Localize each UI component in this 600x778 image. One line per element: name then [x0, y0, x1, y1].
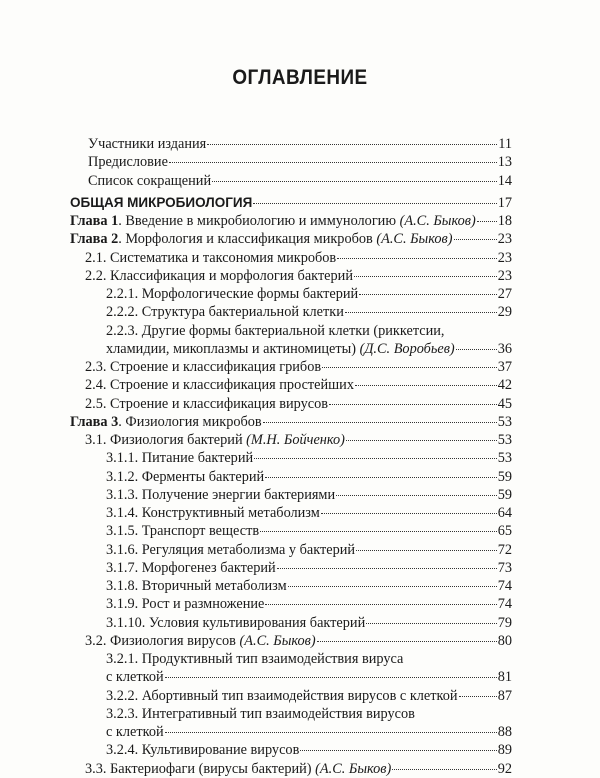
entry-text: 3.1.5. Транспорт веществ	[106, 523, 260, 540]
entry-text-line2: с клеткой	[106, 669, 164, 686]
page-number: 29	[497, 304, 512, 321]
chapter-title: . Морфология и классификация микробов	[118, 231, 373, 248]
entry-text: 3.1.10. Условия культивирования бактерий	[106, 614, 366, 631]
leader-dots	[277, 568, 497, 569]
chapter-title: . Введение в микробиологию и иммунологию	[118, 213, 397, 229]
toc-entry-preface[interactable]	[70, 153, 512, 171]
entry-text	[85, 632, 316, 650]
toc-entry-3-2-1-line1[interactable]: 3.2.1. Продуктивный тип взаимодействия вируса	[106, 651, 404, 667]
toc-chapter-3[interactable]	[70, 413, 512, 431]
chapter-label: Глава 1	[70, 213, 119, 229]
toc-entry-2-4[interactable]	[70, 376, 512, 394]
toc-entry-contributors[interactable]	[70, 135, 512, 153]
entry-text: 3.1.9. Рост и размножение	[106, 596, 265, 613]
page-number: 59	[497, 486, 512, 503]
page-number: 13	[497, 154, 512, 171]
entry-text-line2: с клеткой	[106, 724, 164, 740]
page-number: 59	[497, 468, 512, 485]
toc-entry-3-2-2[interactable]	[70, 687, 512, 705]
entry-text: 3.1.7. Морфогенез бактерий	[106, 559, 276, 576]
entry-text: 3.2.2. Абортивный тип взаимодействия вирусов с клеткой	[106, 687, 458, 704]
entry-text: 2.2. Классификация и морфология бактерий	[85, 267, 353, 284]
entry-title: 3.2. Физиология вирусов	[85, 632, 236, 649]
entry-text: 2.4. Строение и классификация простейших	[85, 377, 354, 394]
entry-text	[85, 431, 345, 449]
toc-chapter-1[interactable]	[70, 212, 512, 230]
entry-text: 3.2.4. Культивирование вирусов	[106, 742, 300, 759]
leader-dots	[300, 750, 496, 751]
leader-dots	[322, 367, 497, 368]
toc-entry-abbreviations[interactable]	[70, 172, 512, 190]
entry-author: (Д.С. Воробьев)	[359, 340, 455, 357]
toc-section-general-microbiology[interactable]	[70, 194, 512, 212]
table-of-contents	[70, 135, 512, 778]
leader-dots	[254, 458, 497, 459]
entry-text	[106, 340, 455, 358]
entry-text	[70, 212, 476, 230]
leader-dots	[260, 531, 497, 532]
toc-entry-2-2-2[interactable]	[70, 303, 512, 321]
leader-dots	[454, 239, 497, 240]
leader-dots	[477, 221, 497, 222]
leader-dots	[459, 696, 497, 697]
toc-entry-3-1-2[interactable]	[70, 468, 512, 486]
page-number: 80	[497, 632, 512, 649]
toc-chapter-2[interactable]	[70, 230, 512, 248]
toc-entry-3-1-1[interactable]	[70, 449, 512, 467]
toc-entry-2-1[interactable]	[70, 249, 512, 267]
page-number: 53	[497, 413, 512, 430]
leader-dots	[288, 586, 497, 587]
leader-dots	[456, 349, 497, 350]
page-number: 27	[497, 286, 512, 302]
toc-entry-3-1-6[interactable]	[70, 541, 512, 559]
entry-text: 3.1.3. Получение энергии бактериями	[106, 486, 336, 503]
toc-entry-3-2-4[interactable]	[70, 741, 512, 759]
toc-entry-2-3[interactable]	[70, 358, 512, 376]
leader-dots	[337, 258, 497, 259]
entry-text: 2.2.2. Структура бактериальной клетки	[106, 304, 344, 321]
chapter-author: (А.С. Быков)	[376, 231, 453, 248]
leader-dots	[321, 513, 497, 514]
toc-entry-3-1[interactable]	[70, 431, 512, 449]
toc-entry-2-2-3[interactable]	[70, 340, 512, 358]
entry-text: 2.2.1. Морфологические формы бактерий	[106, 286, 359, 302]
entry-text	[70, 413, 262, 431]
page-number: 65	[497, 523, 512, 540]
toc-entry-3-2-3[interactable]	[70, 723, 512, 741]
page-number: 74	[497, 578, 512, 594]
entry-text: 3.1.8. Вторичный метаболизм	[106, 578, 287, 594]
toc-entry-2-2-1[interactable]	[70, 285, 512, 303]
page-number: 37	[497, 359, 512, 375]
chapter-label: Глава 3	[70, 413, 119, 430]
toc-entry-3-1-9[interactable]	[70, 595, 512, 613]
entry-title: 3.3. Бактериофаги (вирусы бактерий)	[85, 760, 312, 777]
page-number: 11	[498, 136, 512, 152]
toc-entry-2-2-3-line1[interactable]: 2.2.3. Другие формы бактериальной клетки (риккетсии,	[106, 322, 445, 339]
leader-dots	[212, 181, 497, 182]
chapter-author: (А.С. Быков)	[399, 213, 476, 229]
entry-text: 3.1.6. Регуляция метаболизма у бактерий	[106, 541, 356, 558]
page-number: 17	[497, 194, 512, 211]
leader-dots	[355, 385, 497, 386]
entry-text: Список сокращений	[88, 172, 212, 189]
page-number: 64	[497, 505, 512, 521]
entry-text	[85, 760, 391, 778]
leader-dots	[169, 162, 497, 163]
page-number: 42	[497, 377, 512, 394]
chapter-label: Глава 2	[70, 231, 119, 248]
leader-dots	[359, 294, 497, 295]
chapter-title: . Физиология микробов	[118, 413, 262, 430]
entry-text: 2.1. Систематика и таксономия микробов	[85, 249, 337, 266]
entry-text: Участники издания	[88, 136, 207, 152]
toc-entry-3-1-3[interactable]	[70, 486, 512, 504]
page-number: 14	[497, 172, 512, 189]
leader-dots	[356, 550, 497, 551]
page-number: 73	[497, 559, 512, 576]
entry-text: 3.1.1. Питание бактерий	[106, 450, 254, 467]
leader-dots	[165, 677, 497, 678]
page-number: 81	[497, 669, 512, 686]
page-number: 23	[497, 231, 512, 248]
toc-entry-3-1-8[interactable]	[70, 577, 512, 595]
leader-dots	[317, 641, 497, 642]
section-title: ОБЩАЯ МИКРОБИОЛОГИЯ	[70, 194, 253, 210]
toc-entry-3-1-10[interactable]	[70, 614, 512, 632]
page-number: 92	[497, 760, 512, 777]
toc-entry-3-2-3-line1[interactable]: 3.2.3. Интегративный тип взаимодействия вирусов	[106, 705, 415, 722]
toc-entry-3-1-4[interactable]	[70, 504, 512, 522]
leader-dots	[346, 440, 497, 441]
toc-entry-2-5[interactable]	[70, 395, 512, 413]
page-title: ОГЛАВЛЕНИЕ	[232, 66, 368, 89]
toc-entry-3-1-5[interactable]	[70, 522, 512, 540]
leader-dots	[265, 477, 496, 478]
page-number: 72	[497, 541, 512, 558]
entry-author: (А.С. Быков)	[315, 760, 392, 777]
leader-dots	[165, 732, 497, 733]
page-number: 23	[497, 249, 512, 266]
page-number: 89	[497, 742, 512, 759]
page-number: 53	[497, 432, 512, 448]
entry-text: 2.3. Строение и классификация грибов	[85, 359, 322, 375]
entry-text: 3.1.2. Ферменты бактерий	[106, 468, 265, 485]
entry-text: Предисловие	[88, 154, 168, 171]
leader-dots	[366, 623, 496, 624]
entry-title: 3.1. Физиология бактерий	[85, 432, 243, 448]
page-number: 74	[497, 596, 512, 613]
page-number: 36	[497, 340, 512, 357]
entry-text	[70, 230, 453, 248]
page-number: 23	[497, 267, 512, 284]
entry-text: 2.5. Строение и классификация вирусов	[85, 395, 329, 412]
toc-entry-3-2-1[interactable]	[70, 668, 512, 686]
toc-entry-3-1-7[interactable]	[70, 559, 512, 577]
page-number: 88	[497, 724, 512, 740]
entry-text: 3.1.4. Конструктивный метаболизм	[106, 505, 320, 521]
toc-entry-3-2[interactable]	[70, 632, 512, 650]
entry-author: (А.С. Быков)	[239, 632, 316, 649]
toc-entry-2-2[interactable]	[70, 267, 512, 285]
leader-dots	[392, 769, 496, 770]
page-number: 87	[497, 687, 512, 704]
page-number: 53	[497, 450, 512, 467]
leader-dots	[345, 312, 497, 313]
entry-text-line2: хламидии, микоплазмы и актиномицеты)	[106, 340, 356, 357]
toc-entry-3-3[interactable]	[70, 760, 512, 778]
page-number: 45	[497, 395, 512, 412]
leader-dots	[253, 203, 496, 204]
entry-author: (М.Н. Бойченко)	[246, 432, 345, 448]
leader-dots	[329, 404, 497, 405]
page-number: 18	[497, 213, 512, 229]
page-number: 79	[497, 614, 512, 631]
leader-dots	[207, 144, 497, 145]
leader-dots	[265, 604, 496, 605]
leader-dots	[354, 276, 497, 277]
leader-dots	[336, 495, 497, 496]
leader-dots	[263, 422, 497, 423]
